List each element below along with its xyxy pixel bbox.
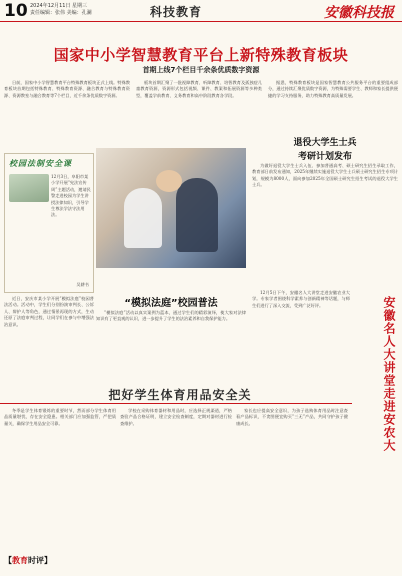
paper-name: 安徽科技报	[324, 5, 394, 21]
headline: 国家中小学智慧教育平台上新特殊教育板块	[53, 46, 349, 64]
tag-bracket-open: 【	[4, 556, 12, 565]
photo-caption: “模拟法庭”校园普法	[124, 298, 218, 309]
right-article-body: 为做好退役大学生士兵入伍、参加普通高考、硕士研究生招生录取工作，教育部日前发布通知，2025年继续实施退役大学生士兵硕士研究生招生专项计划，规模为8000人，面向参加2025年全国硕士研究生招生考试的退役大学生士兵。	[252, 163, 398, 188]
right-headline-line1: 退役大学生士兵	[293, 138, 357, 148]
photo-figure-right	[176, 178, 218, 252]
bottom-divider	[0, 403, 352, 404]
column-author: 吴耕书	[76, 282, 89, 287]
top-article-col2: 板块首期汇聚了一批视障教育、听障教育、培智教育及孤独症儿童教育资源，资源形式包括视频、课件、教案和拓展资源等多种类型，覆盖学前教育、义务教育和高中阶段教育各学段。	[136, 80, 262, 98]
photo-face	[156, 170, 182, 192]
column-box	[4, 153, 94, 293]
mid-article-body: “模拟法庭”活动以真实案例为蓝本，通过学生们的精彩演绎，使大家对法律知识有了更直观的认识，进一步提升了学生的法治素养和自我保护能力。	[96, 310, 246, 322]
page-number: 10	[4, 1, 28, 21]
top-article-col3: 据悉，特殊教育板块是国家智慧教育公共服务平台的重要组成部分，通过持续汇聚优质数字资源，为特殊需要学生、教师和家长提供便捷的学习支持服务，助力特殊教育高质量发展。	[268, 80, 398, 98]
tag-sub: 时评	[28, 556, 44, 565]
section-title: 科技教育	[150, 5, 203, 19]
subheadline: 首期上线7个栏目千余条优质数字资源	[142, 66, 260, 74]
tag-main: 教育	[12, 556, 28, 565]
column-body: 12月3日，阜阳市某小学开展“宪法宣传周”主题活动，邀请民警走进校园为学生讲授法律知识，引导学生尊法学法守法用法。	[51, 174, 91, 218]
photo-figure-left	[124, 188, 162, 248]
column-thumbnail	[9, 174, 49, 202]
bottom-headline: 把好学生体育用品安全关	[108, 388, 252, 402]
date-line	[30, 3, 92, 17]
column-tag	[4, 555, 52, 566]
caption-body: 近日，安庆市某小学开展“模拟法庭”校园普法活动。活动中，学生们分别扮演审判长、公诉人、辩护人等角色，通过情景再现的方式，生动还原了法庭审判过程，让同学们在参与中增强法治意识。	[4, 296, 94, 327]
bottom-col2: 学校在采购体育器材和用品时，应选择正规渠道，严格查验产品合格证明，建立安全检查制度，定期对器材进行检查维护。	[120, 408, 232, 426]
column-title: 校园法制安全课	[9, 158, 72, 168]
vertical-headline: 安徽名人大讲堂走进安农大	[382, 296, 396, 452]
vertical-article-body: 12月5日下午，安徽名人大讲堂走进安徽农业大学。专家学者围绕科学素养与创新精神等话题，与师生们进行了深入交流，受到广泛好评。	[252, 290, 350, 308]
bottom-col3: 家长也应提高安全意识，为孩子选购体育用品时注意查看产品标识，不贪图便宜购买“三无”产品，共同守护孩子健康成长。	[236, 408, 348, 426]
date-line-2: 责任编辑：张伟 美编：孔澜	[30, 10, 92, 16]
tag-bracket-close: 】	[44, 556, 52, 565]
news-photo	[96, 148, 246, 268]
bottom-col1: 冬季是学生体育锻炼的重要时节，然而部分学生体育用品质量堪忧，存在安全隐患。相关部门应加强监管，严把质量关，确保学生用品安全可靠。	[4, 408, 116, 426]
top-article-col1: 日前，国家中小学智慧教育平台特殊教育板块正式上线。特殊教育板块首期包括特殊教育、特殊教育资源、融合教育与特殊教育资源、资源教室与融合教育等7个栏目，近千余条优质数字资源。	[4, 80, 130, 98]
right-headline-line2: 考研计划发布	[297, 152, 352, 162]
date-line-1: 2024年12月11日 星期三	[30, 3, 88, 9]
masthead	[0, 0, 402, 22]
